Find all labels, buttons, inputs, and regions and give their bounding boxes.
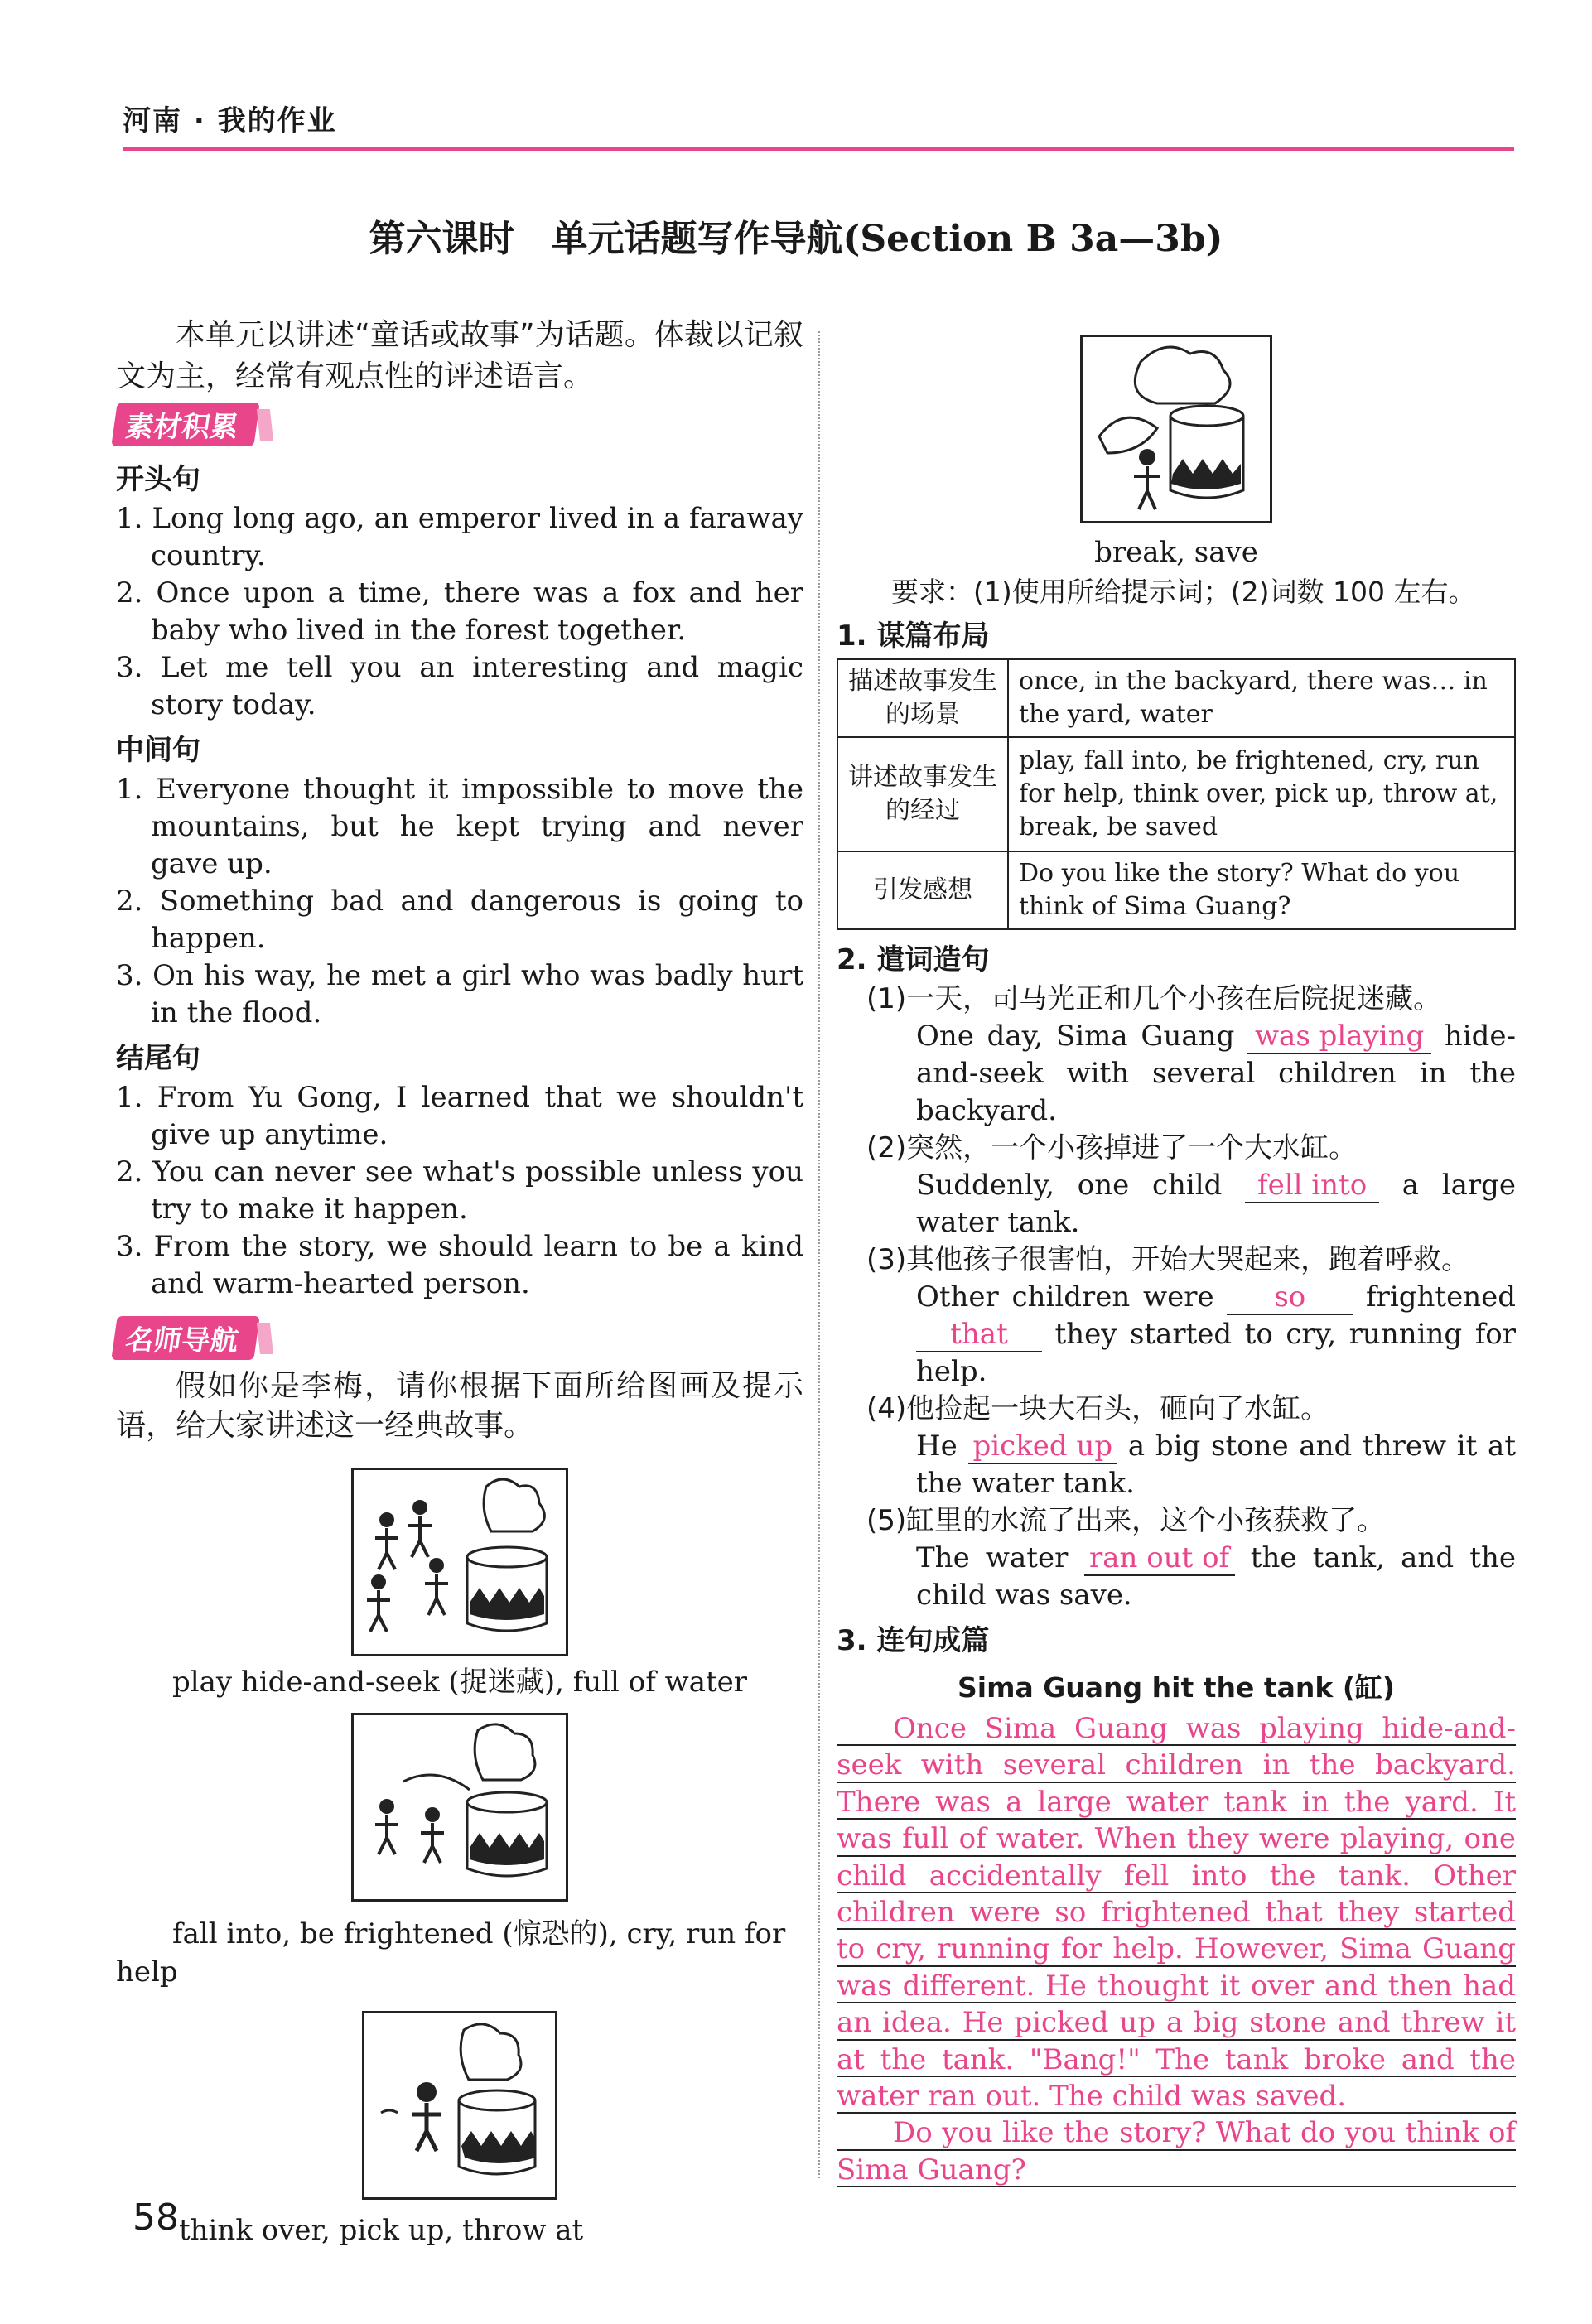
- sentence-prompt: (2)突然，一个小孩掉进了一个大水缸。: [866, 1131, 1358, 1164]
- sentence-prompt: (3)其他孩子很害怕，开始大哭起来，跑着呼救。: [866, 1243, 1470, 1276]
- column-divider: [818, 331, 820, 2178]
- ending-item: 3. From the story, we should learn to be a kind and warm-hearted person.: [116, 1230, 803, 1300]
- requirements: 要求：(1)使用所给提示词；(2)词数 100 左右。: [891, 576, 1476, 608]
- answer-blank: ran out of: [1084, 1541, 1235, 1576]
- sentence-prompt: (5)缸里的水流了出来，这个小孩获救了。: [866, 1504, 1386, 1537]
- sentence-answer-line: One day, Sima Guang was playing hide-and-seek with several children in the backyard.: [916, 1020, 1517, 1127]
- picture-caption-3: think over, pick up, throw at: [179, 2214, 584, 2247]
- essay-heading: 3. 连句成篇: [837, 1624, 990, 1657]
- left-column: [116, 315, 803, 2258]
- middle-item: 1. Everyone thought it impossible to move the mountains, but he kept trying and never gave up.: [116, 773, 803, 880]
- answer-blank: was playing: [1247, 1020, 1431, 1054]
- essay-rule-line: [837, 1892, 1516, 1893]
- middle-item: 2. Something bad and dangerous is going to happen.: [116, 885, 803, 955]
- running-header: 河南 · 我的作业: [123, 104, 337, 137]
- essay-rule-line: [837, 2076, 1516, 2077]
- plan-key: 讲述故事发生的经过: [837, 737, 1008, 851]
- answer-blank: picked up: [968, 1430, 1118, 1464]
- opening-item: 1. Long long ago, an emperor lived in a faraway country.: [116, 502, 803, 572]
- words-heading: 2. 遣词造句: [837, 943, 990, 976]
- story-picture-3: [362, 2011, 557, 2200]
- essay-rule-line: [837, 2039, 1516, 2041]
- page-number: 58: [133, 2196, 179, 2239]
- story-picture-4: [1080, 335, 1272, 523]
- section-tag-guide: 名师导航: [111, 1316, 259, 1360]
- intro-paragraph: 本单元以讲述“童话或故事”为话题。体裁以记叙文为主，经常有观点性的评述语言。: [116, 318, 803, 393]
- essay-rule-line: [837, 1782, 1516, 1783]
- essay-rule-line: [837, 2186, 1516, 2187]
- lesson-title: 第六课时 单元话题写作导航(Section B 3a—3b): [369, 218, 1223, 260]
- story-picture-1: [351, 1468, 568, 1656]
- opening-item: 2. Once upon a time, there was a fox and her baby who lived in the forest together.: [116, 576, 803, 647]
- middle-item: 3. On his way, he met a girl who was badly hurt in the flood.: [116, 959, 803, 1029]
- essay-rule-line: [837, 1818, 1516, 1820]
- plan-key: 描述故事发生的场景: [837, 659, 1008, 737]
- task-paragraph: 假如你是李梅，请你根据下面所给图画及提示语，给大家讲述这一经典故事。: [116, 1369, 803, 1443]
- sentence-prompt: (1)一天，司马光正和几个小孩在后院捉迷藏。: [866, 982, 1442, 1015]
- plan-value: once, in the backyard, there was… in the yard, water: [1008, 659, 1515, 737]
- answer-blank: that: [916, 1318, 1042, 1352]
- table-row: [837, 851, 1515, 929]
- plan-heading: 1. 谋篇布局: [837, 620, 990, 653]
- ending-heading: 结尾句: [116, 1042, 200, 1075]
- essay-rule-line: [837, 2112, 1516, 2114]
- picture-caption-2: fall into, be frightened (惊恐的), cry, run for help: [116, 1917, 786, 1989]
- sentence-prompt: (4)他捡起一块大石头，砸向了水缸。: [866, 1392, 1329, 1425]
- plan-key: 引发感想: [837, 851, 1008, 929]
- essay-paragraph: Once Sima Guang was playing hide-and-seek with several children in the backyard. There was a large water tank in the yard. It was full of water. When they were playing, one child accidentally fell into the tank. Other children were so frightened that they started to cry, running for help. However, Sima Guang was different. He thought it over and then had an idea. He picked up a big stone and threw it at the tank. "Bang!" The tank broke and the water ran out. The child was saved.: [837, 1712, 1516, 2114]
- table-row: [837, 737, 1515, 851]
- plan-value: play, fall into, be frightened, cry, run for help, think over, pick up, throw at, break, be saved: [1008, 737, 1515, 851]
- middle-heading: 中间句: [116, 734, 200, 767]
- essay-rule-line: [837, 1855, 1516, 1857]
- sentence-answer-line: The water ran out of the tank, and the child was save.: [916, 1541, 1516, 1612]
- right-column: [837, 315, 1516, 2188]
- section-tag-material: 素材积累: [111, 403, 259, 446]
- essay-rule-line: [837, 1928, 1516, 1930]
- opening-item: 3. Let me tell you an interesting and magic story today.: [116, 651, 803, 721]
- picture-caption-1: play hide-and-seek (捉迷藏), full of water: [171, 1666, 748, 1699]
- header-rule: [123, 147, 1514, 151]
- essay-title: Sima Guang hit the tank (缸): [957, 1671, 1396, 1704]
- essay-rule-line: [837, 1744, 1516, 1746]
- answer-blank: fell into: [1245, 1169, 1379, 1203]
- sentence-answer-line: He picked up a big stone and threw it at the water tank.: [916, 1430, 1516, 1500]
- plan-value: Do you like the story? What do you think of Sima Guang?: [1008, 851, 1515, 929]
- table-row: [837, 659, 1515, 737]
- plan-table: [837, 658, 1516, 930]
- ending-item: 1. From Yu Gong, I learned that we shouldn't give up anytime.: [116, 1081, 803, 1151]
- essay-lined-area: [837, 1710, 1516, 2188]
- essay-rule-line: [837, 1965, 1516, 1967]
- opening-heading: 开头句: [116, 463, 200, 496]
- essay-rule-line: [837, 2002, 1516, 2003]
- essay-paragraph: Do you like the story? What do you think of Sima Guang?: [837, 2116, 1516, 2187]
- essay-rule-line: [837, 2149, 1516, 2151]
- answer-blank: so: [1227, 1280, 1353, 1315]
- sentence-answer-line: Suddenly, one child fell into a large water tank.: [916, 1169, 1517, 1239]
- picture-caption-4: break, save: [1094, 536, 1258, 569]
- story-picture-2: [351, 1713, 568, 1902]
- ending-item: 2. You can never see what's possible unless you try to make it happen.: [116, 1155, 803, 1226]
- sentence-answer-line: Other children were so frightened that they started to cry, running for help.: [916, 1280, 1516, 1388]
